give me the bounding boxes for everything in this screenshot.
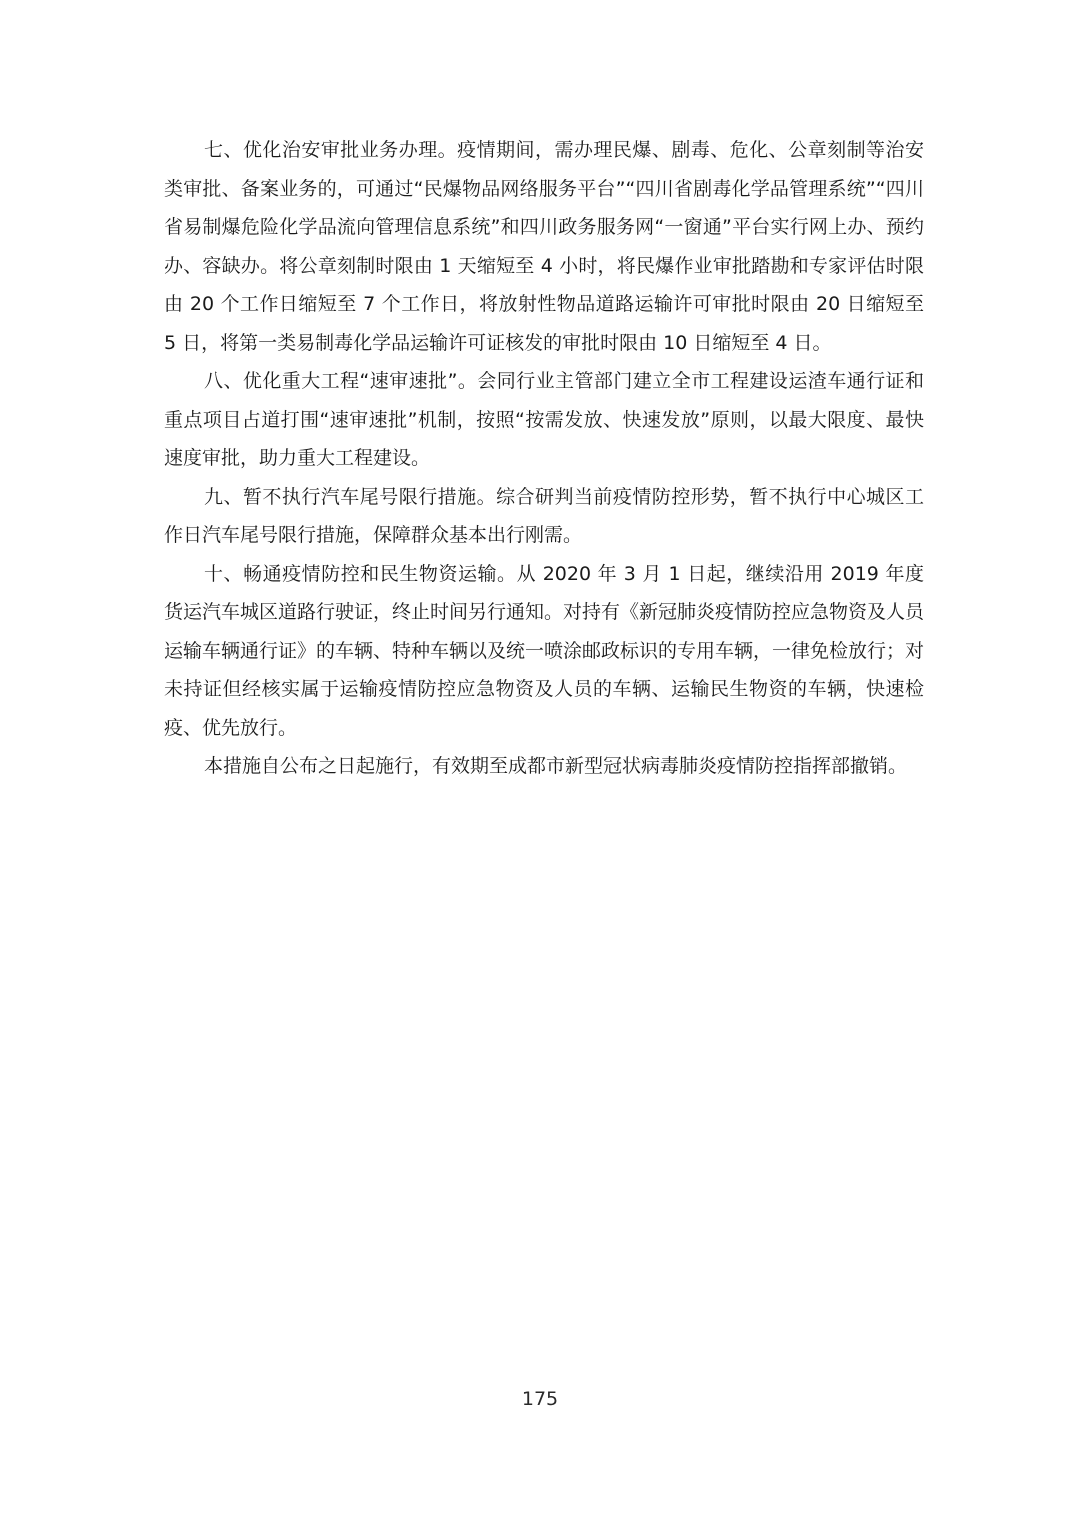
paragraph-item-9: 九、暂不执行汽车尾号限行措施。综合研判当前疫情防控形势，暂不执行中心城区工作日汽车尾号限行措施，保障群众基本出行刚需。 [164,485,924,546]
page-number: 175 [521,1388,559,1410]
paragraph-item-8: 八、优化重大工程“速审速批”。会同行业主管部门建立全市工程建设运渣车通行证和重点项目占道打围“速审速批”机制，按照“按需发放、快速发放”原则，以最大限度、最快速度审批，助力重大工程建设。 [164,370,924,469]
document-body [164,131,924,786]
paragraph-item-10: 十、畅通疫情防控和民生物资运输。从 2020 年 3 月 1 日起，继续沿用 2019 年度货运汽车城区道路行驶证，终止时间另行通知。对持有《新冠肺炎疫情防控应急物资及人员运输车辆通行证》的车辆、特种车辆以及统一喷涂邮政标识的专用车辆，一律免检放行；对未持证但经核实属于运输疫情防控应急物资及人员的车辆、运输民生物资的车辆，快速检疫、优先放行。 [164,562,925,739]
paragraph-item-7: 七、优化治安审批业务办理。疫情期间，需办理民爆、剧毒、危化、公章刻制等治安类审批、备案业务的，可通过“民爆物品网络服务平台”“四川省剧毒化学品管理系统”“四川省易制爆危险化学品流向管理信息系统”和四川政务服务网“一窗通”平台实行网上办、预约办、容缺办。将公章刻制时限由 1 天缩短至 4 小时，将民爆作业审批踏勘和专家评估时限由 20 个工作日缩短至 7 个工作日，将放射性物品道路运输许可审批时限由 20 日缩短至 5 日，将第一类易制毒化学品运输许可证核发的审批时限由 10 日缩短至 4 日。 [164,139,924,354]
paragraph-effective-date: 本措施自公布之日起施行，有效期至成都市新型冠状病毒肺炎疫情防控指挥部撤销。 [204,755,908,777]
